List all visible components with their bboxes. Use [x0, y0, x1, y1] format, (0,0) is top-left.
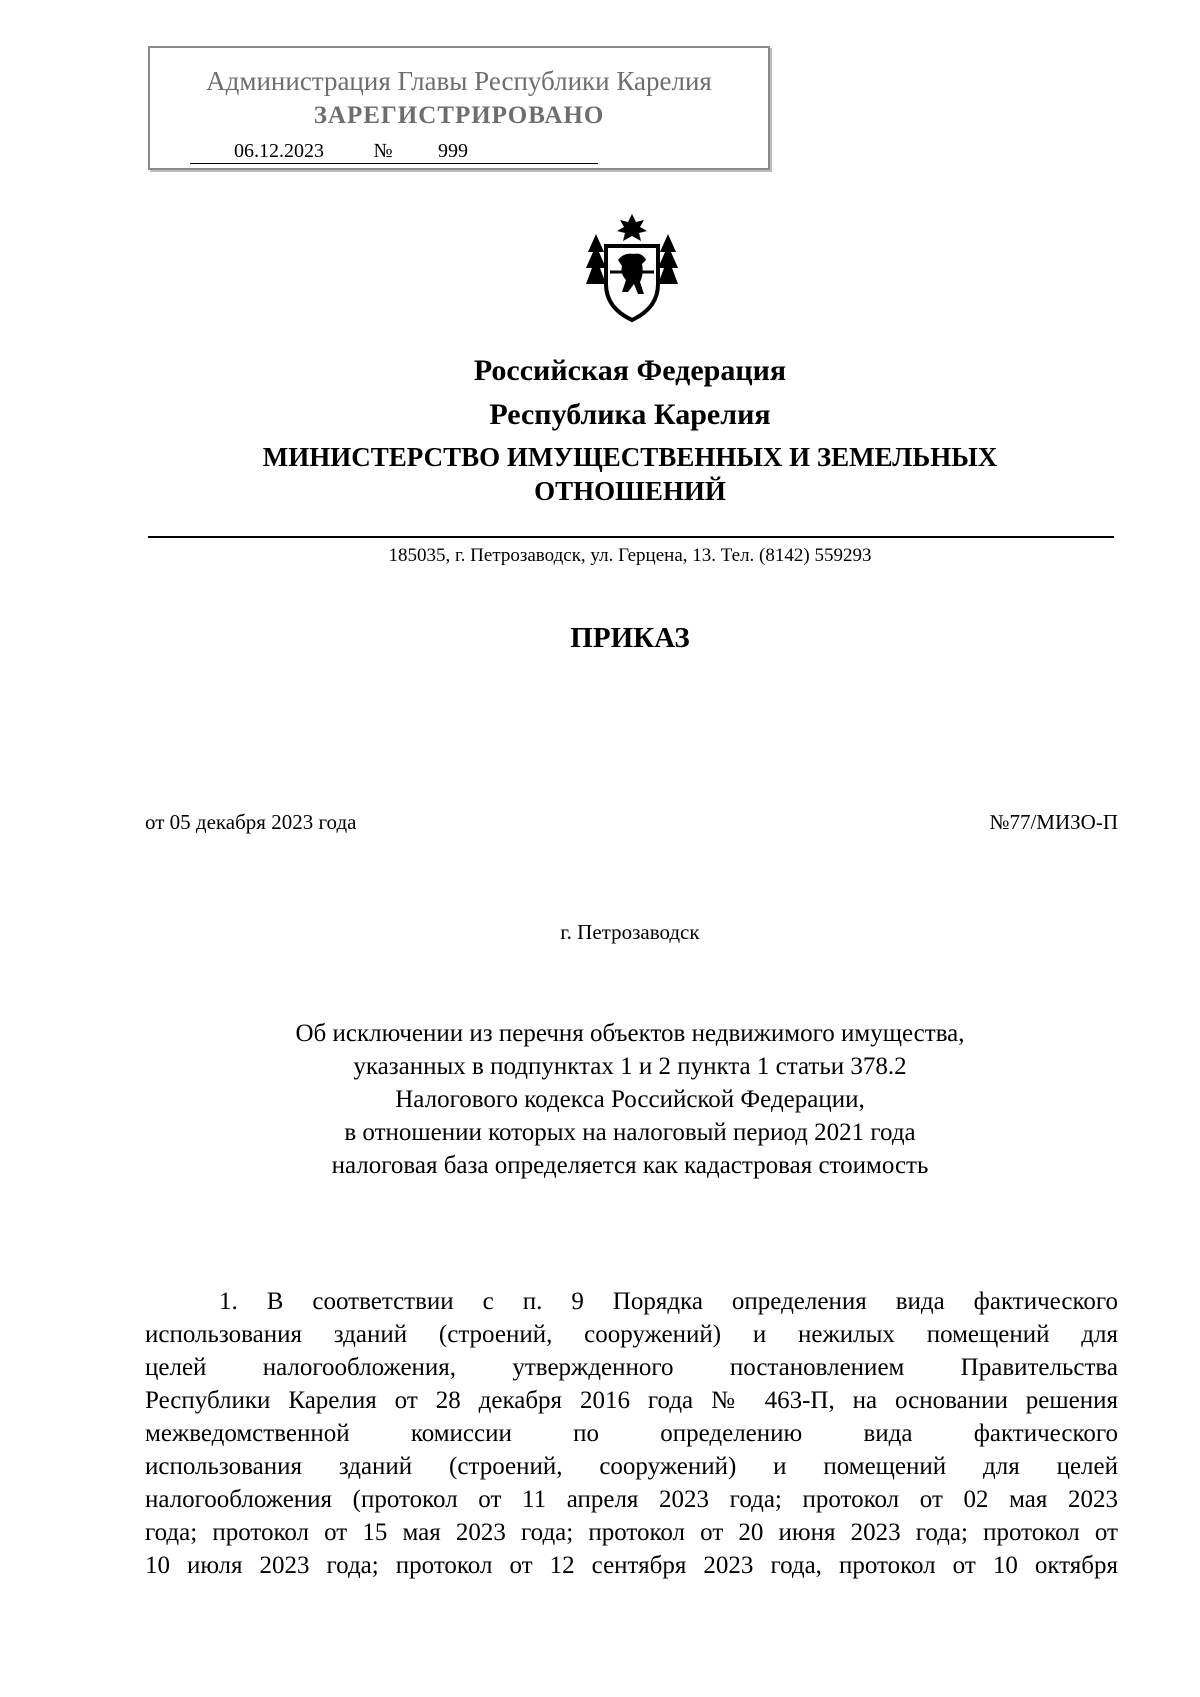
body-line: межведомственной комиссии по определению вида фактического: [145, 1420, 1118, 1447]
body-line: 1. В соответствии с п. 9 Порядка определения вида фактического: [219, 1288, 1118, 1315]
header-divider: [148, 536, 1114, 538]
subject-line: в отношении которых на налоговый период 2021 года: [344, 1119, 916, 1146]
stamp-status: ЗАРЕГИСТРИРОВАНО: [313, 102, 605, 129]
order-city: г. Петрозаводск: [560, 920, 700, 944]
body-line: целей налогообложения, утвержденного постановлением Правительства: [145, 1354, 1118, 1381]
body-line: налогообложения (протокол от 11 апреля 2023 года; протокол от 02 мая 2023: [145, 1486, 1118, 1513]
body-line: 10 июля 2023 года; протокол от 12 сентября 2023 года, протокол от 10 октября: [145, 1552, 1118, 1579]
subject-line: указанных в подпунктах 1 и 2 пункта 1 статьи 378.2: [353, 1053, 907, 1080]
body-line: использования зданий (строений, сооружений) и помещений для целей: [145, 1453, 1118, 1480]
subject-line: налоговая база определяется как кадастровая стоимость: [331, 1152, 929, 1179]
ministry-heading: [140, 440, 1120, 508]
ministry-heading-line2: ОТНОШЕНИЙ: [534, 476, 726, 506]
ministry-address: 185035, г. Петрозаводск, ул. Герцена, 13. Тел. (8142) 559293: [388, 545, 872, 566]
body-line: Республики Карелия от 28 декабря 2016 года № 463-П, на основании решения: [145, 1387, 1118, 1414]
subject-line: Налогового кодекса Российской Федерации,: [395, 1086, 865, 1113]
country-heading: Российская Федерация: [473, 354, 787, 387]
body-line: использования зданий (строений, сооружений) и нежилых помещений для: [145, 1321, 1118, 1348]
body-line: года; протокол от 15 мая 2023 года; протокол от 20 июня 2023 года; протокол от: [145, 1519, 1118, 1546]
registration-stamp: [148, 46, 770, 170]
order-number: №77/МИЗО-П: [989, 810, 1118, 834]
order-body: [145, 1285, 1118, 1582]
stamp-organization: Администрация Главы Республики Карелия: [206, 66, 712, 96]
subject-line: Об исключении из перечня объектов недвижимого имущества,: [295, 1020, 965, 1047]
region-heading: Республика Карелия: [489, 398, 771, 431]
coat-of-arms-karelia-icon: [584, 212, 680, 324]
stamp-date: 06.12.2023: [190, 140, 368, 164]
ministry-heading-line1: МИНИСТЕРСТВО ИМУЩЕСТВЕННЫХ И ЗЕМЕЛЬНЫХ: [262, 442, 998, 472]
order-title: ПРИКАЗ: [570, 622, 690, 654]
order-subject: [140, 1017, 1120, 1182]
stamp-number: 999: [398, 140, 598, 164]
order-date: от 05 декабря 2023 года: [145, 810, 357, 834]
stamp-number-sign: №: [368, 140, 398, 164]
